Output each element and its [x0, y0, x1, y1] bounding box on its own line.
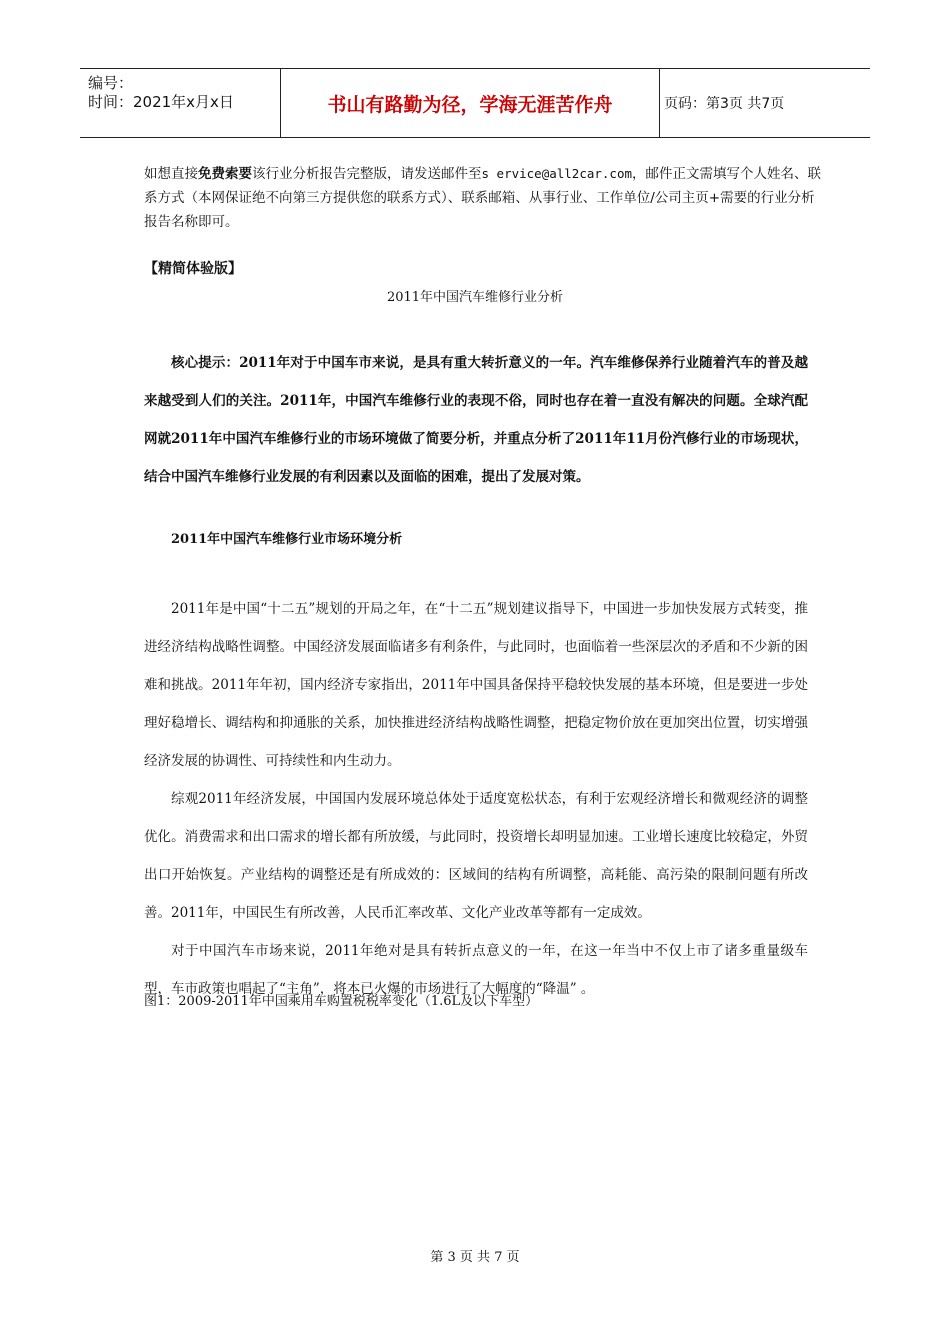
date-label: 时间：2021年x月x日: [88, 93, 234, 111]
core-summary: 核心提示：2011年对于中国车市来说，是具有重大转折意义的一年。汽车维修保养行业随着汽车的普及越来越受到人们的关注。2011年，中国汽车维修行业的表现不俗，同时也存在着一直没有解决的问题。全球汽配网就2011年中国汽车维修行业的市场环境做了简要分析，并重点分析了2011年11月份汽修行业的市场现状，结合中国汽车维修行业发展的有利因素以及面临的困难，提出了发展对策。: [144, 355, 808, 485]
figure-caption: 图1：2009-2011年中国乘用车购置税税率变化（1.6L及以下车型）: [144, 994, 539, 1009]
email-link[interactable]: s ervice@all2car.com: [481, 166, 633, 181]
number-label: 编号：: [88, 74, 134, 92]
header-motto: 书山有路勤为径，学海无涯苦作舟: [280, 69, 660, 137]
header-meta: [80, 69, 280, 137]
intro-after-bold: 该行业分析报告完整版，请发送邮件至: [252, 166, 482, 182]
document-title: 2011年中国汽车维修行业分析: [386, 290, 564, 305]
intro-rest: ，邮件正文需填写个人姓名、联系方式（本网保证绝不向第三方提供您的联系方式）、联系邮箱、从事行业、工作单位/公司主页+需要的行业分析报告名称即可。: [144, 166, 822, 230]
section-tag: 【精简体验版】: [144, 261, 242, 277]
page-footer: 第 3 页 共 7 页: [430, 1250, 520, 1265]
body-paragraph: 对于中国汽车市场来说，2011年绝对是具有转折点意义的一年，在这一年当中不仅上市了诸多重量级车型，车市政策也唱起了“主角”，将本已火爆的市场进行了大幅度的“降温” 。: [144, 943, 808, 997]
intro-paragraph: [144, 162, 824, 234]
intro-bold: 免费索要: [198, 166, 252, 182]
body-paragraph: 综观2011年经济发展，中国国内发展环境总体处于适度宽松状态，有利于宏观经济增长和微观经济的调整优化。消费需求和出口需求的增长都有所放缓，与此同时，投资增长却明显加速。工业增长速度比较稳定，外贸出口开始恢复。产业结构的调整还是有所成效的：区域间的结构有所调整，高耗能、高污染的限制问题有所改善。2011年，中国民生有所改善，人民币汇率改革、文化产业改革等都有一定成效。: [144, 791, 808, 921]
intro-lead: 如想直接: [144, 166, 198, 182]
sub-heading: 2011年中国汽车维修行业市场环境分析: [171, 532, 403, 547]
body-paragraph: 2011年是中国“十二五”规划的开局之年，在“十二五”规划建议指导下，中国进一步加快发展方式转变，推进经济结构战略性调整。中国经济发展面临诸多有利条件，与此同时，也面临着一些深层次的矛盾和不少新的困难和挑战。2011年年初，国内经济专家指出，2011年中国具备保持平稳较快发展的基本环境，但是要进一步处理好稳增长、调结构和抑通胀的关系，加快推进经济结构战略性调整，把稳定物价放在更加突出位置，切实增强经济发展的协调性、可持续性和内生动力。: [144, 601, 808, 769]
body-text: [144, 590, 808, 1008]
header-page-label: 页码：第3页 共7页: [664, 96, 785, 112]
page-header: [80, 68, 870, 138]
